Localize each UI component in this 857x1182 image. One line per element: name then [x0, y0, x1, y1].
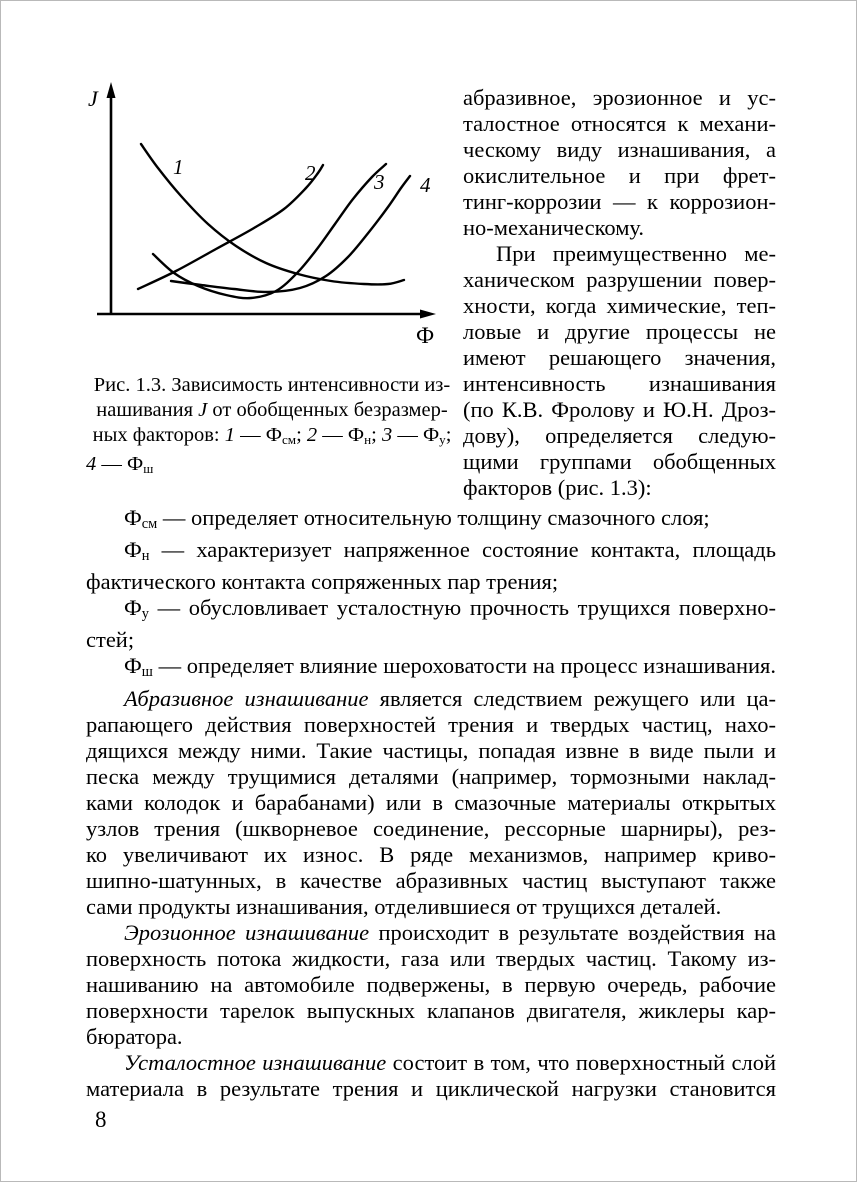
text-line: интенсивность изнашивания [463, 371, 776, 396]
text-line: фактического контакта сопряженных пар трения; [86, 569, 559, 595]
page-number: 8 [95, 1107, 107, 1132]
text-line: ных факторов: 1 — $Ф_{см}$; 2 — $Ф_н$; 3 — $Ф_у$; [92, 424, 452, 447]
text-line: хности, когда химические, теп- [463, 293, 776, 318]
figure-1-3-chart [86, 76, 458, 351]
curve-2 [138, 165, 323, 289]
text-line: Абразивное изнашивание является следствием режущего или ца- [124, 685, 776, 711]
text-line: шипно-шатунных, в качестве абразивных частиц выступают также [86, 867, 776, 893]
curve-3 [153, 164, 386, 298]
text-line: дову), определяется следую- [463, 423, 776, 448]
text-line: бюратора. [86, 1023, 183, 1049]
text-line: $Ф_н$ — характеризует напряженное состояние контакта, площадь [124, 537, 776, 565]
text-line: узлов трения (шкворневое соединение, рессорные шарниры), рез- [86, 815, 776, 841]
y-axis-label: J [88, 86, 98, 111]
figure-caption [86, 373, 458, 481]
text-line: ханическом разрушении повер- [463, 267, 776, 292]
text-line: ками колодок и барабанами) или в смазочные материалы открытых [86, 789, 776, 815]
text-line: Усталостное изнашивание состоит в том, что поверхностный слой [124, 1049, 776, 1075]
text-line: нашиванию на автомобиле подвержены, в первую очередь, рабочие [86, 971, 776, 997]
curve-label-4: 4 [420, 173, 431, 197]
text-line: $Ф_{см}$ — определяет относительную толщину смазочного слоя; [124, 505, 710, 533]
curve-label-2: 2 [305, 161, 316, 185]
paragraph [86, 537, 776, 595]
text-line: ловые и другие процессы не [463, 319, 776, 344]
text-line: ко увеличивают их износ. В ряде механизмов, например криво- [86, 841, 776, 867]
text-line: талостное относятся к механи- [463, 111, 776, 136]
x-axis-arrow-icon [420, 310, 436, 319]
text-line: ческому виду изнашивания, а [463, 137, 776, 162]
text-line: щими группами обобщенных [463, 449, 776, 474]
paragraph [86, 920, 776, 1050]
paragraph [86, 373, 458, 481]
paragraph [86, 505, 776, 537]
text-line: дящихся между ними. Такие частицы, попадая извне в виде пыли и [86, 737, 776, 763]
text-line: стей; [86, 627, 135, 653]
paragraph [463, 85, 776, 241]
text-line: окислительное и при фрет- [463, 163, 776, 188]
text-line: поверхности тарелок выпускных клапанов двигателя, жиклеры кар- [86, 997, 776, 1023]
text-line: Эрозионное изнашивание происходит в результате воздействия на [124, 919, 776, 945]
text-line: Рис. 1.3. Зависимость интенсивности из- [93, 374, 451, 396]
text-line: но-механическому. [463, 215, 645, 240]
text-line: материала в результате трения и циклической нагрузки становится [86, 1075, 776, 1101]
text-line: рапающего действия поверхностей трения и твердых частиц, нахо- [86, 711, 776, 737]
curve-label-3: 3 [374, 170, 385, 194]
x-axis-label: Ф [416, 323, 435, 348]
text-line: сами продукты изнашивания, отделившиеся от трущихся деталей. [86, 893, 722, 919]
paragraph [86, 595, 776, 653]
text-line: песка между трущимися деталями (например, тормозными наклад- [86, 763, 776, 789]
text-line: 4 — $Ф_ш$ [86, 452, 154, 476]
text-line: При преимущественно ме- [496, 241, 776, 266]
paragraph [86, 686, 776, 920]
text-line: поверхность потока жидкости, газа или твердых частиц. Такому из- [86, 945, 776, 971]
paragraph [86, 653, 776, 685]
text-line: $Ф_ш$ — определяет влияние шероховатости на процесс изнашивания. [124, 653, 776, 681]
main-body-text [86, 505, 776, 1102]
y-axis-arrow-icon [107, 82, 116, 98]
text-line: имеют решающего значения, [463, 345, 776, 370]
text-line: $Ф_у$ — обусловливает усталостную прочность трущихся поверхно- [124, 595, 776, 623]
paragraph [463, 241, 776, 501]
text-line: тинг-коррозии — к коррозион- [463, 189, 776, 214]
text-line: нашивания J от обобщенных безразмер- [96, 399, 448, 421]
curve-label-1: 1 [173, 155, 184, 179]
text-line: (по К.В. Фролову и Ю.Н. Дроз- [463, 397, 776, 422]
text-line: абразивное, эрозионное и ус- [463, 85, 776, 110]
right-column-text [463, 85, 776, 501]
text-line: факторов (рис. 1.3): [463, 475, 652, 500]
paragraph [86, 1050, 776, 1102]
